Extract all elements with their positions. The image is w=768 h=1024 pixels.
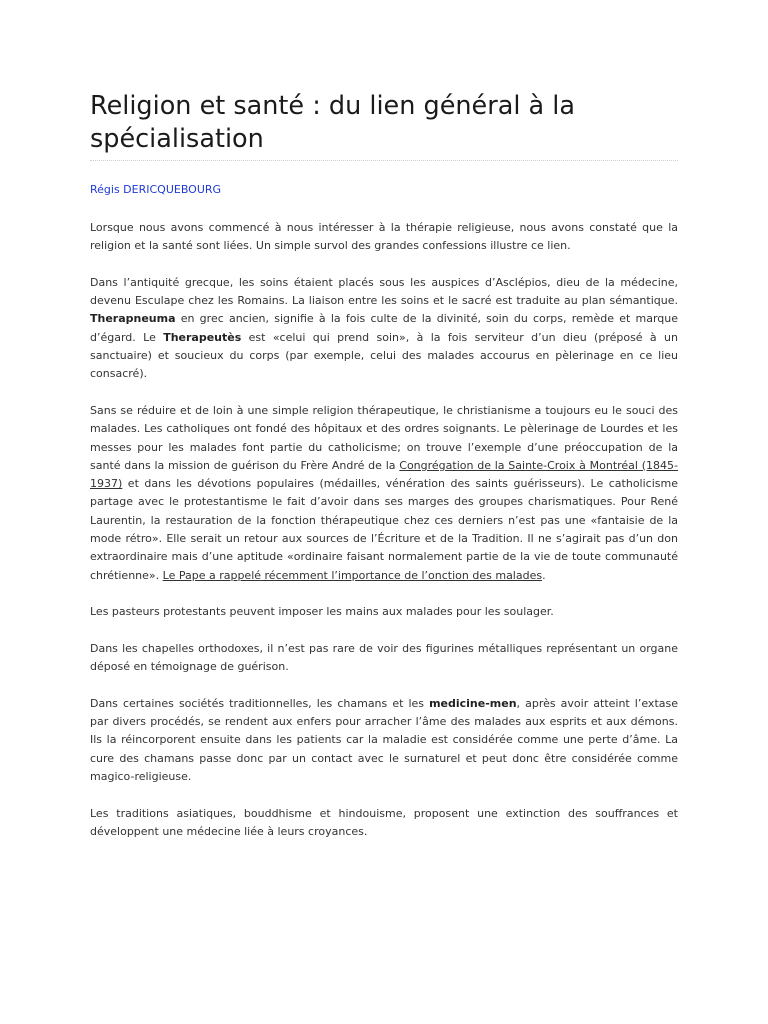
paragraph-orthodox: Dans les chapelles orthodoxes, il n’est pas rare de voir des figurines métalliques représentant un organe déposé en témoignage de guérison. [90, 641, 678, 674]
author-name[interactable]: Régis DERICQUEBOURG [90, 183, 222, 196]
link-congregation-sainte-croix[interactable]: Congrégation de la Sainte-Croix à Montréal (1845-1937) [90, 458, 678, 491]
article-title: Religion et santé : du lien général à la spécialisation [90, 90, 678, 161]
paragraph-shamans [90, 695, 678, 786]
link-pope-anointing[interactable]: Le Pape a rappelé récemment l’importance de l’onction des malades [162, 568, 543, 582]
paragraph-shamans-text-c: , après avoir atteint l’extase par divers procédés, se rendent aux enfers pour arracher l’âme des malades aux esprits et aux démons. Ils la réincorporent ensuite dans les patients car la maladie est considérée comme une perte d’âme. La cure des chamans passe donc par un contact avec le surnaturel et peut donc être considérée comme magico-religieuse. [90, 696, 678, 783]
paragraph-antiquity-text-d: est «celui qui prend soin», à la fois serviteur d’un dieu (préposé à un sanctuaire) et soucieux du corps (par exemple, celui des malades accourus en pèlerinage en ce lieu consacré). [90, 330, 678, 381]
paragraph-christianity-text-a: Sans se réduire et de loin à une simple religion thérapeutique, le christianisme a toujours eu le souci des malades. Les catholiques ont fondé des hôpitaux et des ordres soignants. Le pèlerinage de Lourdes et les messes pour les malades font partie du catholicisme; on trouve l’exemple d’une préoccupation de la santé dans la mission de guérison du Frère André de la [90, 403, 678, 472]
paragraph-antiquity-text-c: en grec ancien, signifie à la fois culte de la divinité, soin du corps, remède et marque d’égard. Le [90, 312, 678, 344]
term-therapneuma: Therapneuma [90, 312, 176, 326]
paragraph-antiquity-text-a: Dans l’antiquité grecque, les soins étaient placés sous les auspices d’Asclépios, dieu de la médecine, devenu Esculape chez les Romains. La liaison entre les soins et le sacré est traduite au plan sémantique. [90, 275, 678, 308]
paragraph-protestants: Les pasteurs protestants peuvent imposer les mains aux malades pour les soulager. [90, 605, 554, 619]
paragraph-asian-traditions: Les traditions asiatiques, bouddhisme et hindouisme, proposent une extinction des souffrances et développent une médecine liée à leurs croyances. [90, 806, 678, 838]
paragraph-antiquity [90, 274, 678, 384]
paragraph-christianity-text-c: . [542, 568, 546, 582]
paragraph-christianity-text-b: et dans les dévotions populaires (médailles, vénération des saints guérisseurs). Le catholicisme partage avec le protestantisme le fait d’avoir dans ses marges des groupes charismatiques. Pour René Laurentin, la restauration de la fonction thérapeutique chez ces derniers n’est pas une «fantaisie de la mode rétro». Elle serait un retour aux sources de l’Écriture et de la Tradition. Il ne s’agirait pas d’un don extraordinaire mais d’une aptitude «ordinaire faisant normalement partie de la vie de toute communauté chrétienne». [90, 477, 678, 582]
paragraph-shamans-text-a: Dans certaines sociétés traditionnelles, les chamans et les [90, 696, 430, 710]
paragraph-intro: Lorsque nous avons commencé à nous intéresser à la thérapie religieuse, nous avons constaté que la religion et la santé sont liées. Un simple survol des grandes confessions illustre ce lien. [90, 221, 678, 253]
term-therapeutes: Therapeutès [163, 330, 242, 344]
paragraph-christianity [90, 402, 678, 585]
term-medicine-men: medicine-men [429, 696, 517, 710]
article [90, 90, 678, 841]
